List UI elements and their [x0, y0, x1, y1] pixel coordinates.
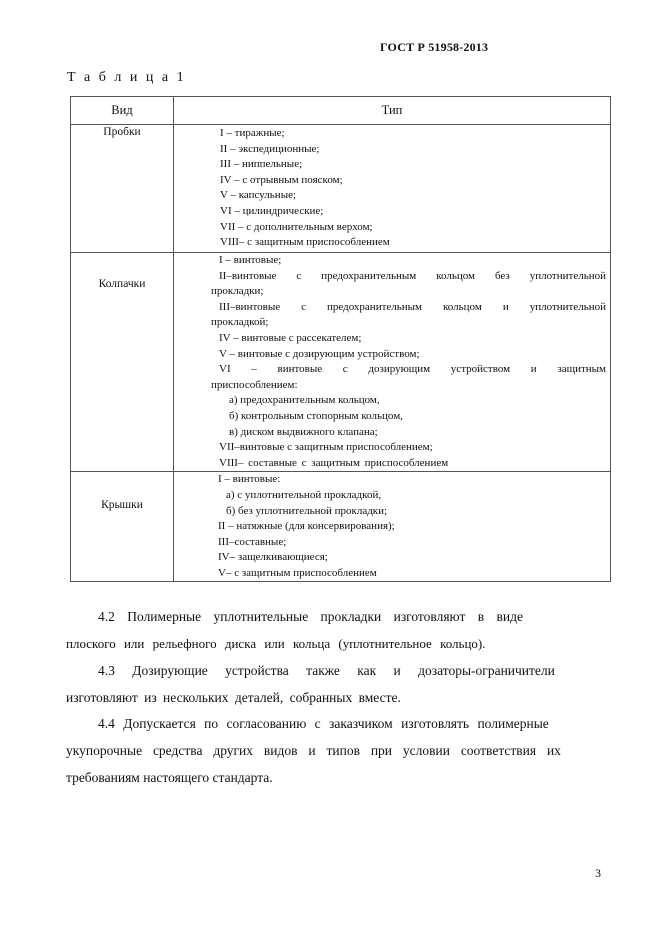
table-row — [71, 125, 611, 253]
type-line: II–винтовые с предохранительным кольцом без уплотнительной — [219, 269, 606, 282]
type-line: III – ниппельные; — [220, 158, 303, 171]
paragraph-line: 4.2 Полимерные уплотнительные прокладки изготовляют в виде — [98, 609, 523, 624]
kind-cell: Крышки — [71, 472, 174, 582]
column-header-type: Тип — [174, 97, 611, 125]
types-table — [70, 96, 611, 582]
type-line: а) с уплотнительной прокладкой, — [226, 488, 382, 501]
type-line: V – винтовые с дозирующим устройством; — [219, 347, 420, 360]
kind-cell: Колпачки — [71, 253, 174, 472]
type-line: приспособлением: — [211, 378, 298, 391]
paragraph-line: укупорочные средства других видов и типов при условии соответствия их — [66, 743, 561, 758]
type-line: I – винтовые; — [219, 254, 282, 266]
table-row — [71, 472, 611, 582]
kind-cell: Пробки — [71, 125, 174, 253]
type-line: VII–винтовые с защитным приспособлением; — [219, 441, 433, 454]
type-line: I – тиражные; — [220, 127, 285, 139]
type-line: в) диском выдвижного клапана; — [229, 425, 378, 438]
type-line: VII – с дополнительным верхом; — [220, 220, 373, 233]
type-line: V – капсульные; — [220, 189, 297, 202]
type-line: прокладки; — [211, 285, 264, 298]
type-line: а) предохранительным кольцом, — [229, 394, 380, 407]
table-caption: Т а б л и ц а 1 — [67, 70, 187, 85]
type-line: V– с защитным приспособлением — [218, 566, 377, 579]
paragraph-line: требованиям настоящего стандарта. — [66, 770, 273, 785]
table-header-row — [71, 97, 611, 125]
type-line: III–винтовые с предохранительным кольцом и уплотнительной — [219, 300, 606, 313]
paragraph-4-3 — [66, 657, 611, 711]
standard-header: ГОСТ Р 51958-2013 — [380, 40, 489, 54]
type-line: I – винтовые: — [218, 473, 281, 486]
types-cell — [174, 253, 611, 472]
type-line: б) без уплотнительной прокладки; — [226, 504, 388, 517]
types-cell — [174, 125, 611, 253]
type-line: VIII– с защитным приспособлением — [220, 236, 390, 249]
type-line: II – натяжные (для консервирования); — [218, 520, 395, 533]
paragraph-line: 4.4 Допускается по согласованию с заказчиком изготовлять полимерные — [98, 716, 549, 731]
type-line: б) контрольным стопорным кольцом, — [229, 409, 403, 422]
table-row — [71, 253, 611, 472]
type-line: III–составные; — [218, 535, 287, 548]
paragraph-line: плоского или рельефного диска или кольца (уплотнительное кольцо). — [66, 636, 486, 651]
paragraph-line: изготовляют из нескольких деталей, собранных вместе. — [66, 690, 401, 705]
type-line: VI – винтовые с дозирующим устройством и защитным — [219, 363, 606, 376]
type-line: IV – винтовые с рассекателем; — [219, 331, 362, 344]
type-line: VI – цилиндрические; — [220, 204, 324, 217]
type-line: VIII– составные с защитным приспособлением — [219, 456, 449, 469]
type-line: IV – с отрывным пояском; — [220, 173, 343, 186]
type-line: IV– защелкивающиеся; — [218, 551, 328, 564]
page-number: 3 — [595, 866, 601, 880]
paragraph-4-4 — [66, 710, 611, 791]
type-line: прокладкой; — [211, 316, 269, 329]
types-cell — [174, 472, 611, 582]
paragraph-line: 4.3 Дозирующие устройства также как и дозаторы-ограничители — [98, 663, 555, 678]
column-header-kind: Вид — [71, 97, 174, 125]
paragraph-4-2 — [66, 603, 611, 657]
type-line: II – экспедиционные; — [220, 142, 320, 155]
